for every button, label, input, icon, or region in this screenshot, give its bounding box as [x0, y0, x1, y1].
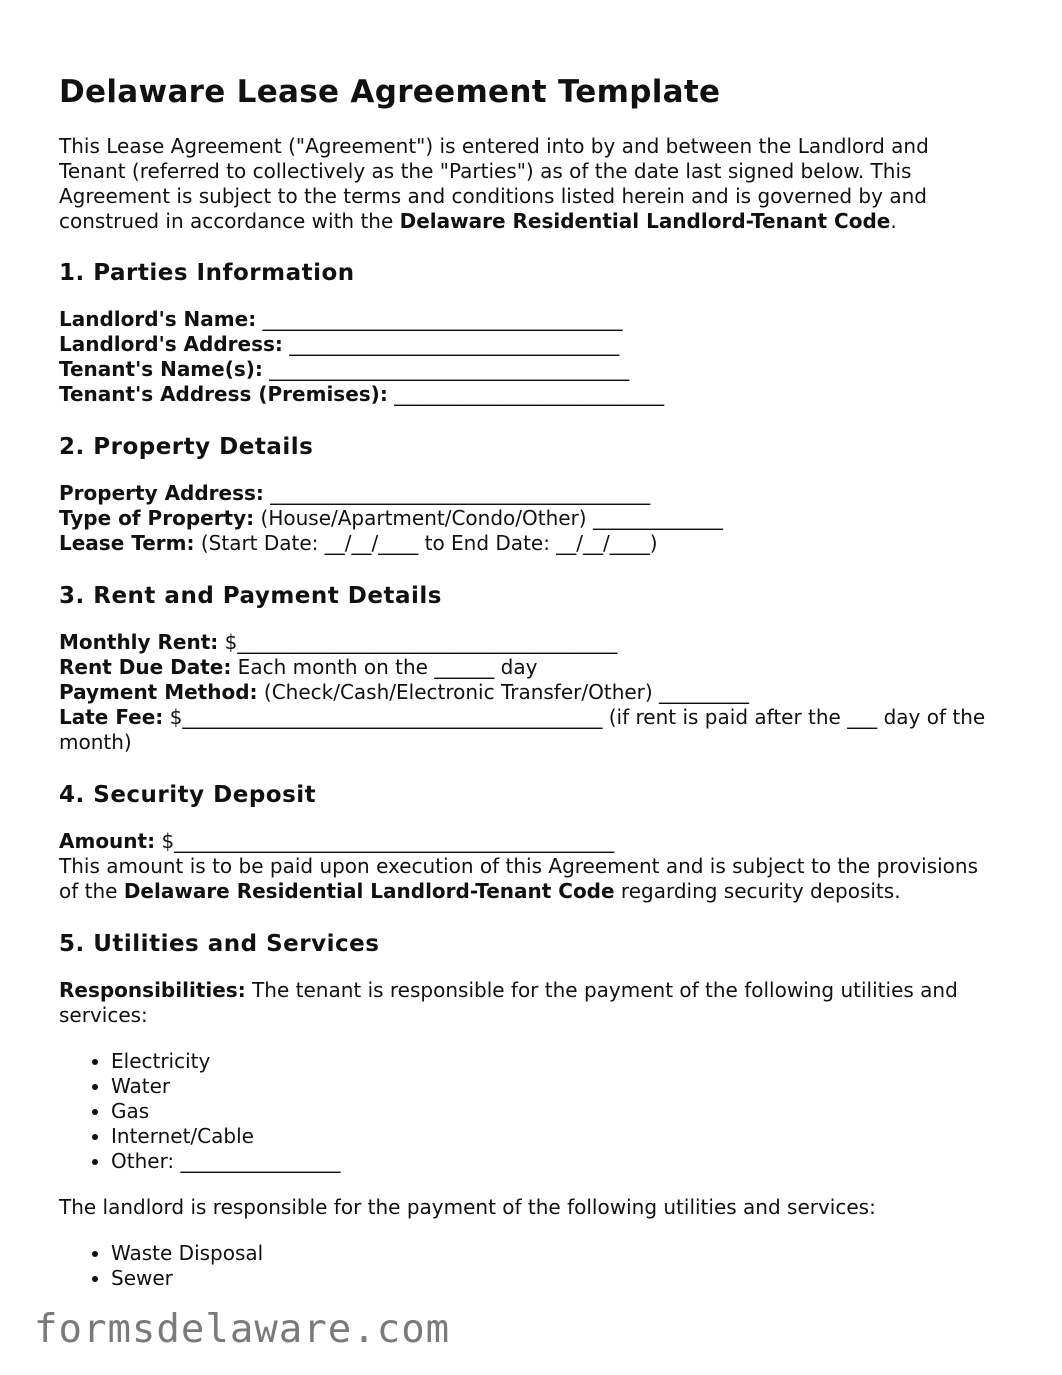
field-blank[interactable]: ____________________________________ — [256, 307, 623, 331]
section-heading-property: 2. Property Details — [59, 434, 314, 460]
intro-text-end: . — [890, 209, 897, 233]
field-payment-method[interactable] — [59, 680, 999, 705]
field-label: Property Address: — [59, 481, 264, 505]
list-item: • Electricity — [111, 1049, 999, 1074]
list-item-other[interactable]: • Other: ________________ — [111, 1149, 999, 1174]
deposit-text: This amount is to be paid upon execution of this Agreement and is subject to the provisions of the — [59, 854, 979, 903]
list-item: • Gas — [111, 1099, 999, 1124]
list-item: • Sewer — [111, 1266, 999, 1291]
field-lease-term[interactable] — [59, 531, 999, 556]
field-label: Payment Method: — [59, 680, 258, 704]
watermark: formsdelaware.com — [34, 1307, 451, 1352]
field-blank[interactable]: ____________________________________ — [262, 357, 630, 381]
list-item: • Waste Disposal — [111, 1241, 999, 1266]
field-label: Type of Property: — [59, 506, 255, 530]
field-rent-due-date[interactable] — [59, 655, 999, 680]
deposit-code-name: Delaware Residential Landlord-Tenant Code — [123, 879, 615, 903]
field-deposit-amount[interactable] — [59, 829, 999, 854]
deposit-paragraph — [59, 854, 999, 904]
section-heading-deposit: 4. Security Deposit — [59, 782, 317, 808]
field-landlord-name[interactable] — [59, 307, 999, 332]
document-title: Delaware Lease Agreement Template — [59, 74, 721, 110]
field-label: Rent Due Date: — [59, 655, 232, 679]
section-heading-parties: 1. Parties Information — [59, 260, 355, 286]
field-blank[interactable]: $______________________________________ — [218, 630, 618, 654]
deposit-text-end: regarding security deposits. — [614, 879, 901, 903]
intro-code-name: Delaware Residential Landlord-Tenant Code — [399, 209, 891, 233]
field-label: Monthly Rent: — [59, 630, 219, 654]
field-blank[interactable]: ______________________________________ — [263, 481, 651, 505]
section-heading-utilities: 5. Utilities and Services — [59, 931, 380, 957]
field-label: Lease Term: — [59, 531, 195, 555]
intro-paragraph — [59, 134, 999, 234]
field-label: Tenant's Name(s): — [59, 357, 263, 381]
field-blank[interactable]: (Check/Cash/Electronic Transfer/Other) _________ — [257, 680, 750, 704]
field-landlord-address[interactable] — [59, 332, 999, 357]
field-label: Amount: — [59, 829, 156, 853]
field-blank[interactable]: ___________________________ — [387, 382, 665, 406]
field-blank[interactable]: (House/Apartment/Condo/Other) _____________ — [254, 506, 723, 530]
section-heading-rent: 3. Rent and Payment Details — [59, 583, 442, 609]
field-blank[interactable]: $____________________________________________ — [155, 829, 615, 853]
tenant-utilities-list — [59, 1049, 999, 1174]
field-label: Tenant's Address (Premises): — [59, 382, 388, 406]
field-blank[interactable]: (Start Date: __/__/____ to End Date: __/__/____) — [194, 531, 658, 555]
field-label: Late Fee: — [59, 705, 164, 729]
deposit-block — [59, 829, 999, 904]
intro-text: This Lease Agreement ("Agreement") is entered into by and between the Landlord and Tenant (referred to collectively as the "Parties") as of the date last signed below. This Agreement is subject to the terms and conditions listed herein and is governed by and construed in accordance with the — [59, 134, 929, 233]
responsibilities-text: The tenant is responsible for the payment of the following utilities and services: — [59, 978, 958, 1027]
landlord-utilities-text: The landlord is responsible for the payment of the following utilities and services: — [59, 1195, 876, 1219]
landlord-utilities-list — [59, 1241, 999, 1291]
field-monthly-rent[interactable] — [59, 630, 999, 655]
field-property-type[interactable] — [59, 506, 999, 531]
list-item: • Water — [111, 1074, 999, 1099]
field-property-address[interactable] — [59, 481, 999, 506]
parties-fields — [59, 307, 999, 407]
field-tenant-names[interactable] — [59, 357, 999, 382]
property-fields — [59, 481, 999, 556]
document-page — [59, 70, 999, 1291]
field-tenant-address[interactable] — [59, 382, 999, 407]
utilities-responsibilities — [59, 978, 999, 1028]
field-blank[interactable]: $__________________________________________ (if rent is paid after the ___ day of the month) — [59, 705, 986, 754]
field-blank[interactable]: Each month on the ______ day — [231, 655, 538, 679]
rent-fields — [59, 630, 999, 755]
list-item: • Internet/Cable — [111, 1124, 999, 1149]
field-label: Responsibilities: — [59, 978, 246, 1002]
field-late-fee[interactable] — [59, 705, 999, 755]
field-blank[interactable]: _________________________________ — [282, 332, 620, 356]
field-label: Landlord's Address: — [59, 332, 283, 356]
field-label: Landlord's Name: — [59, 307, 257, 331]
